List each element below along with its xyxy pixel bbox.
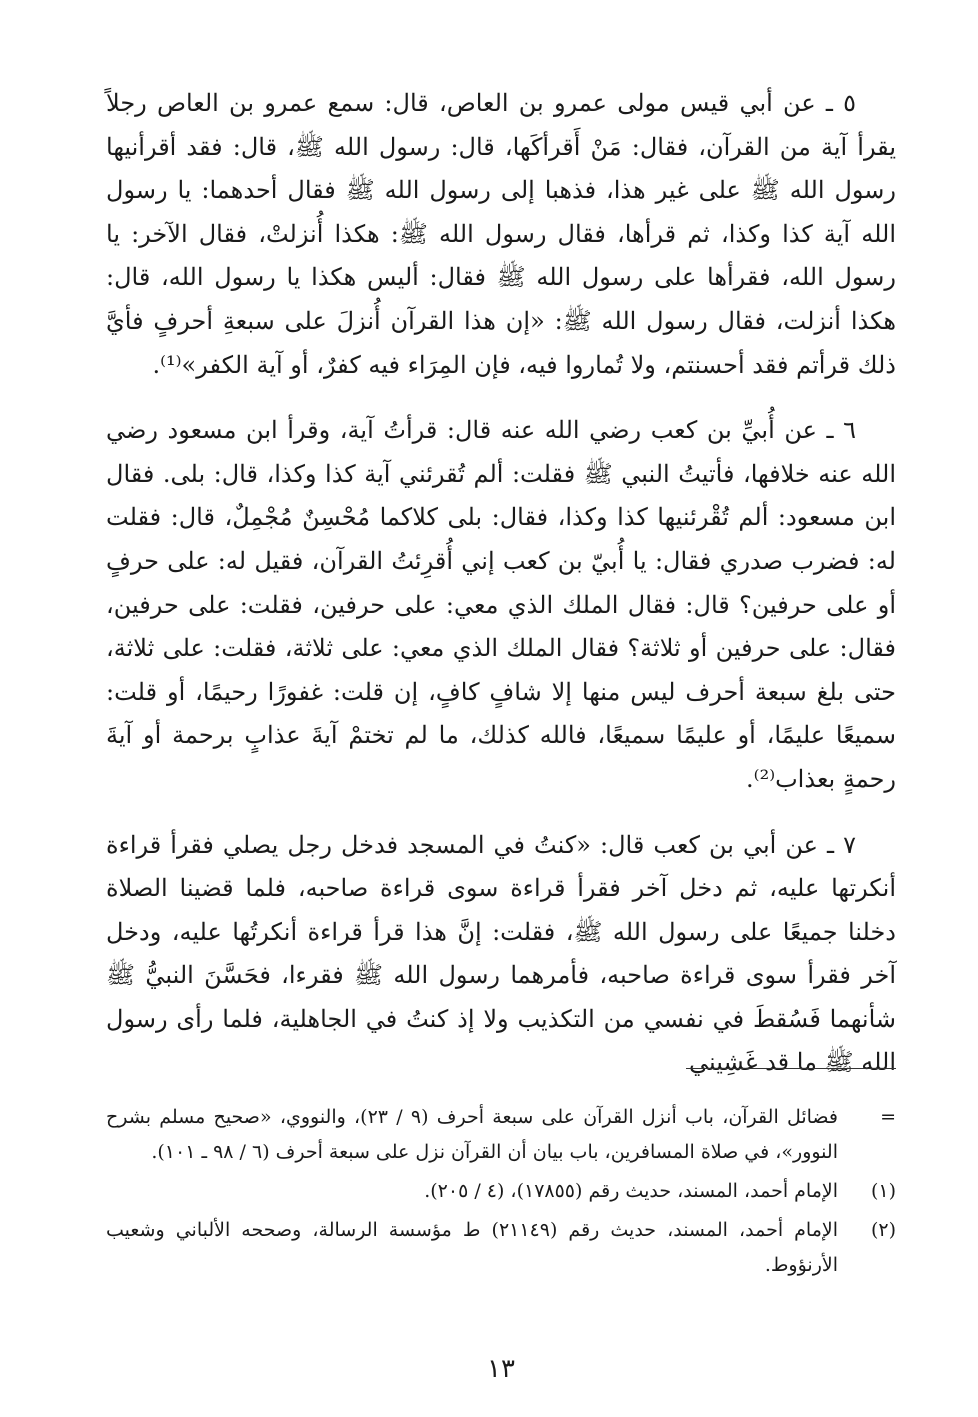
footnote-divider: [686, 1068, 896, 1069]
footnote-text: الإمام أحمد، المسند، حديث رقم (٢١١٤٩) ط مؤسسة الرسالة، وصححه الألباني وشعيب الأرنؤوط.: [106, 1219, 838, 1276]
page-number: ١٣: [487, 1354, 515, 1384]
paragraph-hadith-6: ٦ ـ عن أُبيِّ بن كعب رضي الله عنه قال: قرأتُ آية، وقرأ ابن مسعود رضي الله عنه خلافها، فأتيتُ النبي ﷺ فقلت: ألم تُقرئني آية كذا وكذا، قال: بلى. فقال ابن مسعود: ألم تُقْرئنيها كذا وكذا، فقال: بلى كلاكما مُحْسِنٌ مُجْمِلٌ، قال: فقلت له: فضرب صدري فقال: يا أُبيّ بن كعب إني أُقرِئتُ القرآن، فقيل له: على حرفٍ أو على حرفين؟ قال: فقال الملك الذي معي: على حرفين، فقلت: على حرفين، فقال: على حرفين أو ثلاثة؟ فقال الملك الذي معي: على ثلاثة، فقلت: على ثلاثة، حتى بلغ سبعة أحرف ليس منها إلا شافٍ كافٍ، إن قلت: غفورًا رحيمًا، أو قلت: سميعًا عليمًا، أو عليمًا سميعًا، فالله كذلك، ما لم تختمْ آيةَ عذابٍ برحمة أو آيةَ رحمةٍ بعذاب⁽²⁾.: [106, 416, 896, 793]
footnote-marker: =: [880, 1106, 896, 1128]
paragraph-hadith-7: ٧ ـ عن أبي بن كعب قال: «كنتُ في المسجد فدخل رجل يصلي فقرأ قراءة أنكرتها عليه، ثم دخل آخر فقرأ قراءة سوى قراءة صاحبه، فلما قضينا الصلاة دخلنا جميعًا على رسول الله ﷺ، فقلت: إنَّ هذا قرأ قراءة أنكرتُها عليه، ودخل آخر فقرأ سوى قراءة صاحبه، فأمرهما رسول الله ﷺ فقرءا، فحَسَّنَ النبيُّ ﷺ شأنهما فَسُقطَ في نفسي من التكذيب ولا إذ كنتُ في الجاهلية، فلما رأى رسول الله ﷺ ما قد غَشِيني: [106, 830, 896, 1077]
footnote-marker: (١): [870, 1180, 896, 1202]
footnote-marker: (٢): [870, 1219, 896, 1241]
footnotes: [106, 1100, 896, 1287]
main-text: [106, 82, 896, 1085]
paragraph-hadith-5: ٥ ـ عن أبي قيس مولى عمرو بن العاص، قال: سمع عمرو بن العاص رجلاً يقرأ آية من القرآن، فقال: مَنْ أَقرأكَها، قال: رسول الله ﷺ، قال: فقد أقرأنيها رسول الله ﷺ على غير هذا، فذهبا إلى رسول الله ﷺ فقال أحدهما: يا رسول الله آية كذا وكذا، ثم قرأها، فقال رسول الله ﷺ: هكذا أُنزلتْ، فقال الآخر: يا رسول الله، فقرأها على رسول الله ﷺ فقال: أليس هكذا يا رسول الله، قال: هكذا أنزلت، فقال رسول الله ﷺ: «إن هذا القرآن أُنزلَ على سبعةِ أحرفٍ فأيَّ ذلك قرأتم فقد أحسنتم، ولا تُماروا فيه، فإن المِرَاء فيه كفرٌ، أو آية الكفر»⁽¹⁾.: [106, 89, 896, 379]
footnote-continuation: [106, 1100, 896, 1170]
footnote-2: [106, 1213, 896, 1283]
book-page: [106, 82, 896, 1382]
footnote-1: [106, 1174, 896, 1209]
footnote-text: الإمام أحمد، المسند، حديث رقم (١٧٨٥٥)، (٤ / ٢٠٥).: [424, 1180, 838, 1202]
footnote-text: فضائل القرآن، باب أنزل القرآن على سبعة أحرف (٩ / ٢٣)، والنووي، «صحيح مسلم بشرح النوور»، في صلاة المسافرين، باب بيان أن القرآن نزل على سبعة أحرف (٦ / ٩٨ ـ ١٠١).: [106, 1106, 838, 1163]
